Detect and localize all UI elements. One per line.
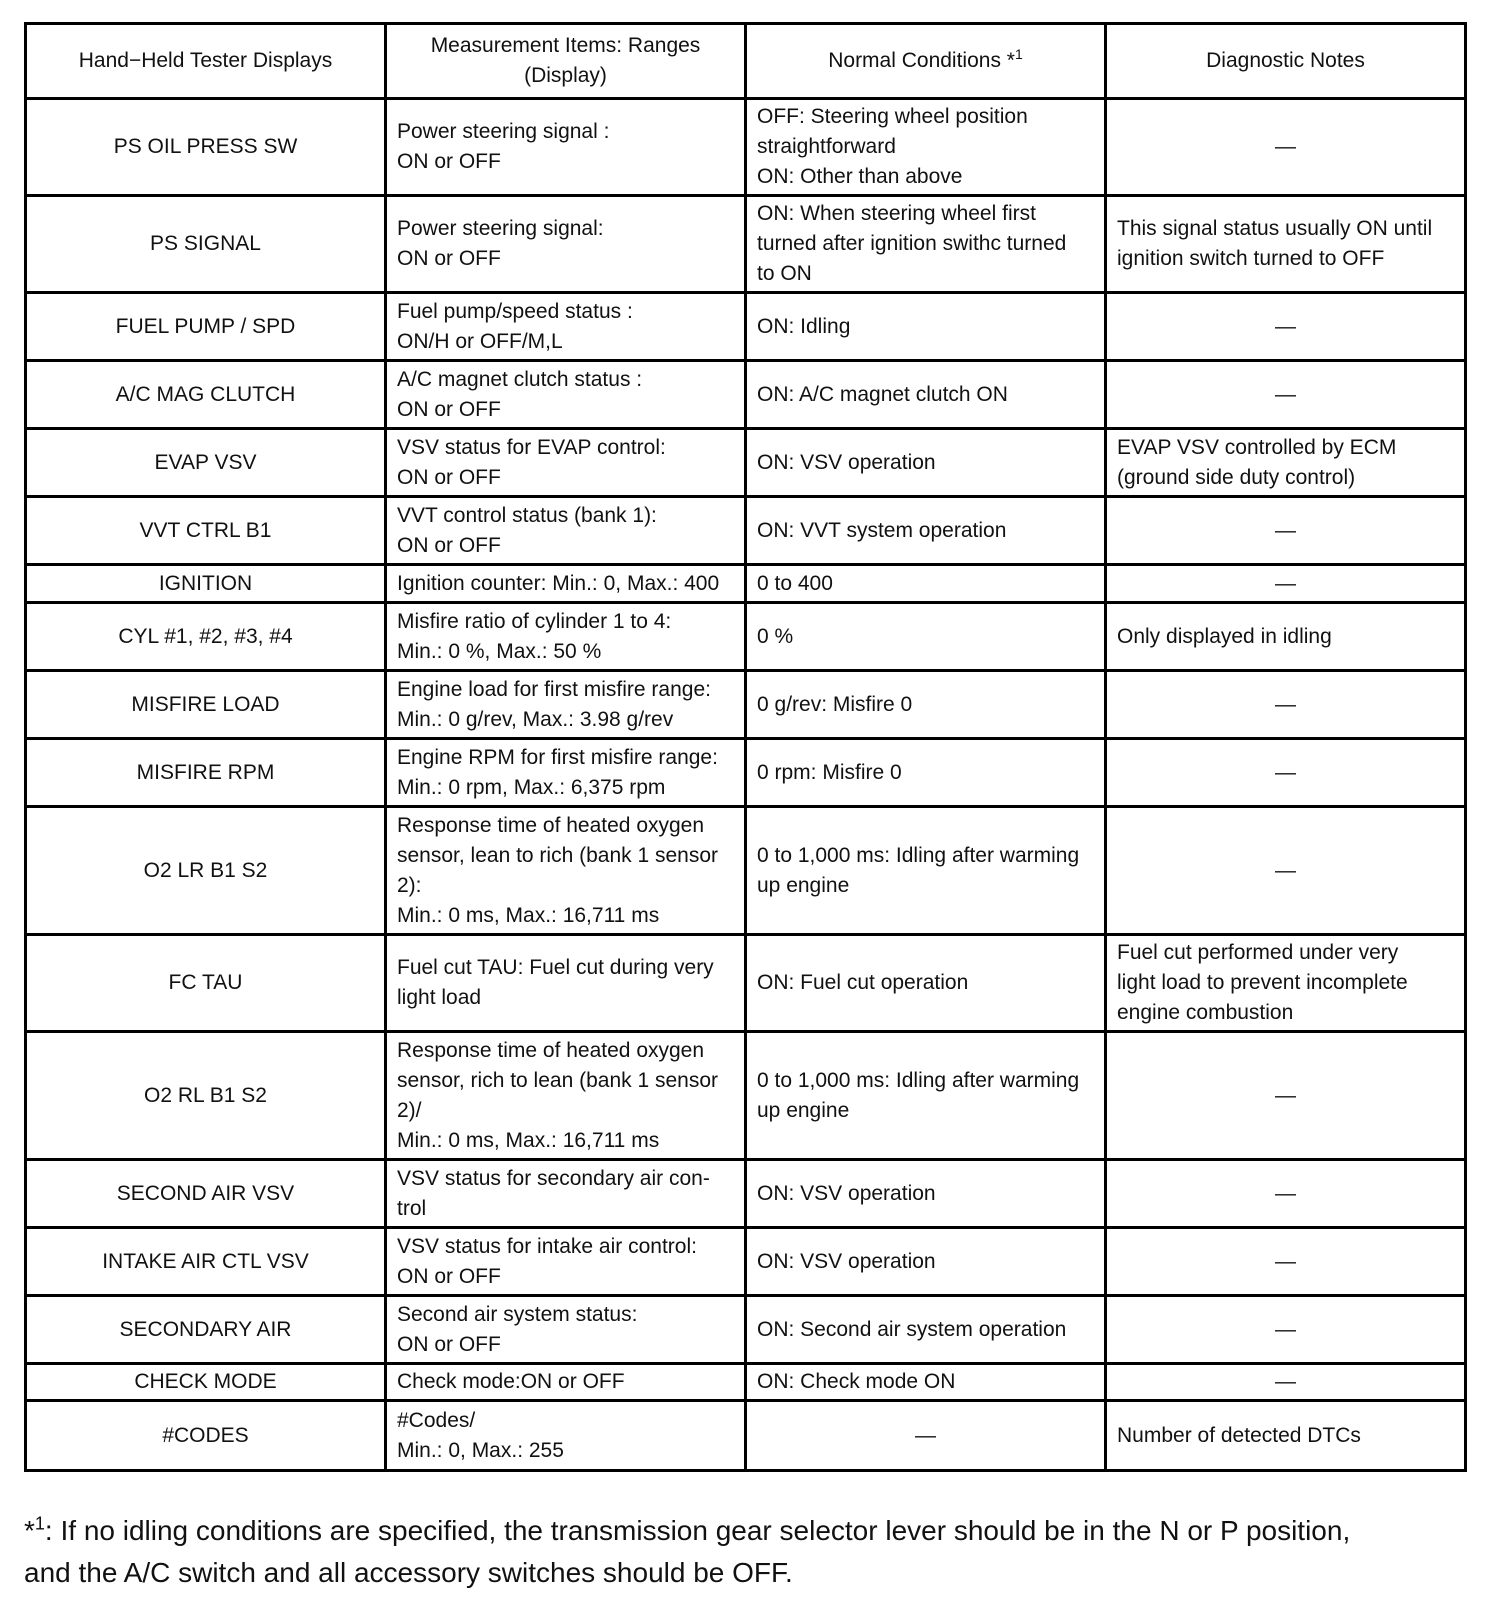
normal-condition-cell [746, 1401, 1106, 1471]
normal-condition-cell [746, 293, 1106, 361]
diagnostic-note-cell [1106, 99, 1466, 196]
normal-condition-cell [746, 565, 1106, 603]
diagnostic-note-cell [1106, 497, 1466, 565]
cell-line: Second air system status: [397, 1302, 638, 1326]
measurement-item-cell [386, 429, 746, 497]
header-line: (Display) [524, 64, 607, 87]
normal-condition-cell [746, 196, 1106, 293]
normal-condition-cell [746, 361, 1106, 429]
cell-line: — [1275, 571, 1296, 595]
cell-line: sensor, lean to rich (bank 1 sensor [397, 843, 719, 867]
footnote-line-2: and the A/C switch and all accessory switches should be OFF. [24, 1557, 793, 1588]
table-row [26, 293, 1466, 361]
cell-line: ON: VVT system operation [757, 518, 1007, 542]
cell-line: Fuel cut performed under very [1117, 941, 1399, 964]
cell-line: Power steering signal: [397, 217, 604, 240]
cell-line: Fuel pump/speed status : [397, 299, 633, 323]
cell-line: #Codes/ [397, 1408, 476, 1432]
cell-line: ON or OFF [397, 150, 501, 173]
cell-line: 2): [397, 873, 422, 897]
header-measurement-items [386, 24, 746, 99]
measurement-item-cell [386, 1296, 746, 1364]
measurement-item-cell [386, 1228, 746, 1296]
cell-line: ON: Fuel cut operation [757, 971, 969, 994]
cell-line: Engine load for first misfire range: [397, 677, 711, 701]
tester-display-cell: INTAKE AIR CTL VSV [26, 1228, 386, 1296]
header-tester-displays [26, 24, 386, 99]
tester-display-cell: PS SIGNAL [26, 196, 386, 293]
diagnostic-note-cell [1106, 807, 1466, 935]
cell-line: Response time of heated oxygen [397, 813, 705, 837]
cell-line: Engine RPM for first misfire range: [397, 745, 718, 769]
diagnostic-note-cell [1106, 1296, 1466, 1364]
cell-line: — [1275, 1370, 1296, 1393]
cell-line: ON: Second air system operation [757, 1317, 1067, 1341]
table-row [26, 361, 1466, 429]
table-row [26, 1228, 1466, 1296]
cell-line: Min.: 0 rpm, Max.: 6,375 rpm [397, 775, 666, 799]
footnote [24, 1510, 1484, 1594]
table-row [26, 1160, 1466, 1228]
measurement-item-cell [386, 361, 746, 429]
cell-line: ON: Check mode ON [757, 1370, 956, 1393]
tester-display-cell: CYL #1, #2, #3, #4 [26, 603, 386, 671]
header-superscript: 1 [1014, 46, 1023, 62]
cell-line: EVAP VSV controlled by ECM [1117, 435, 1397, 459]
measurement-item-cell [386, 1032, 746, 1160]
cell-line: ON or OFF [397, 465, 501, 489]
cell-line: — [1275, 314, 1296, 338]
cell-line: to ON [757, 262, 812, 285]
tester-display-cell: EVAP VSV [26, 429, 386, 497]
normal-condition-cell [746, 1228, 1106, 1296]
diagnostic-note-cell [1106, 565, 1466, 603]
measurement-item-cell [386, 196, 746, 293]
cell-line: Fuel cut TAU: Fuel cut during very [397, 956, 714, 979]
cell-line: Response time of heated oxygen [397, 1038, 705, 1062]
table-row [26, 807, 1466, 935]
header-line: Hand−Held Tester Displays [78, 49, 333, 72]
normal-condition-cell [746, 1032, 1106, 1160]
cell-line: A/C magnet clutch status : [397, 367, 643, 391]
cell-line: ON: Idling [757, 314, 851, 338]
measurement-item-cell [386, 935, 746, 1032]
tester-display-cell: SECOND AIR VSV [26, 1160, 386, 1228]
cell-line: VSV status for EVAP control: [397, 435, 666, 459]
footnote-marker: * [24, 1515, 35, 1546]
header-line: Normal Conditions * [828, 49, 1015, 72]
cell-line: 0 % [757, 624, 794, 648]
normal-condition-cell [746, 1160, 1106, 1228]
cell-line: — [1275, 518, 1296, 542]
cell-line: ON: Other than above [757, 165, 963, 188]
tester-display-cell: FUEL PUMP / SPD [26, 293, 386, 361]
cell-line: Min.: 0 %, Max.: 50 % [397, 639, 602, 663]
cell-line: turned after ignition swithc turned [757, 232, 1067, 255]
diagnostic-note-cell [1106, 1032, 1466, 1160]
cell-line: 0 g/rev: Misfire 0 [757, 692, 913, 716]
table-row [26, 429, 1466, 497]
cell-line: sensor, rich to lean (bank 1 sensor [397, 1068, 719, 1092]
cell-line: ON: A/C magnet clutch ON [757, 382, 1008, 406]
cell-line: Number of detected DTCs [1117, 1423, 1361, 1447]
normal-condition-cell [746, 1296, 1106, 1364]
cell-line: up engine [757, 873, 850, 897]
cell-line: 0 rpm: Misfire 0 [757, 760, 902, 784]
measurement-item-cell [386, 1364, 746, 1401]
tester-display-cell: MISFIRE RPM [26, 739, 386, 807]
normal-condition-cell [746, 739, 1106, 807]
cell-line: OFF: Steering wheel position [757, 105, 1028, 128]
cell-line: — [1275, 1317, 1296, 1341]
table-row [26, 196, 1466, 293]
cell-line: light load to prevent incomplete [1117, 971, 1408, 994]
diagnostic-note-cell [1106, 935, 1466, 1032]
cell-line: ON: VSV operation [757, 1249, 936, 1273]
table-row [26, 1032, 1466, 1160]
cell-line: — [1275, 692, 1296, 716]
cell-line: — [1275, 382, 1296, 406]
diagnostic-note-cell [1106, 1160, 1466, 1228]
measurement-item-cell [386, 99, 746, 196]
header-diagnostic-notes [1106, 24, 1466, 99]
cell-line: VSV status for intake air control: [397, 1234, 697, 1258]
tester-display-table [24, 22, 1467, 1472]
table-row [26, 565, 1466, 603]
cell-line: ON/H or OFF/M,L [397, 329, 563, 353]
header-line-wrap [755, 46, 1096, 76]
cell-line: 0 to 400 [757, 571, 833, 595]
tester-display-cell: O2 RL B1 S2 [26, 1032, 386, 1160]
normal-condition-cell [746, 99, 1106, 196]
cell-line: — [1275, 760, 1296, 784]
diagnostic-note-cell [1106, 361, 1466, 429]
cell-line: VSV status for secondary air con- [397, 1166, 710, 1190]
diagnostic-note-cell [1106, 429, 1466, 497]
tester-display-cell: CHECK MODE [26, 1364, 386, 1401]
cell-line: ON or OFF [397, 247, 501, 270]
cell-line: (ground side duty control) [1117, 465, 1356, 489]
cell-line: Misfire ratio of cylinder 1 to 4: [397, 609, 672, 633]
table-row [26, 1296, 1466, 1364]
header-line: Measurement Items: Ranges [430, 34, 701, 57]
cell-line: This signal status usually ON until [1117, 217, 1433, 240]
cell-line: — [1275, 858, 1296, 882]
cell-line: Min.: 0, Max.: 255 [397, 1438, 564, 1462]
cell-line: ON: VSV operation [757, 1181, 936, 1205]
table-row [26, 1401, 1466, 1471]
header-normal-conditions [746, 24, 1106, 99]
cell-line: Power steering signal : [397, 120, 610, 143]
measurement-item-cell [386, 497, 746, 565]
diagnostic-note-cell [1106, 739, 1466, 807]
tester-display-cell: A/C MAG CLUTCH [26, 361, 386, 429]
diagnostic-note-cell [1106, 196, 1466, 293]
cell-line: up engine [757, 1098, 850, 1122]
measurement-item-cell [386, 603, 746, 671]
measurement-item-cell [386, 1160, 746, 1228]
cell-line: — [1275, 135, 1296, 158]
cell-line: Min.: 0 g/rev, Max.: 3.98 g/rev [397, 707, 674, 731]
cell-line: straightforward [757, 135, 896, 158]
tester-display-cell: MISFIRE LOAD [26, 671, 386, 739]
cell-line: ignition switch turned to OFF [1117, 247, 1385, 270]
cell-line: light load [397, 986, 482, 1009]
cell-line: ON: VSV operation [757, 450, 936, 474]
diagnostic-note-cell [1106, 1364, 1466, 1401]
normal-condition-cell [746, 429, 1106, 497]
measurement-item-cell [386, 293, 746, 361]
tester-display-cell: #CODES [26, 1401, 386, 1471]
tester-display-cell: VVT CTRL B1 [26, 497, 386, 565]
table-row [26, 935, 1466, 1032]
cell-line: — [915, 1423, 936, 1447]
cell-line: — [1275, 1083, 1296, 1107]
cell-line: engine combustion [1117, 1001, 1294, 1024]
cell-line: ON or OFF [397, 1332, 501, 1356]
cell-line: Only displayed in idling [1117, 624, 1332, 648]
tester-display-cell: FC TAU [26, 935, 386, 1032]
cell-line: Check mode:ON or OFF [397, 1370, 625, 1393]
footnote-superscript: 1 [34, 1513, 45, 1534]
normal-condition-cell [746, 935, 1106, 1032]
table-row [26, 497, 1466, 565]
normal-condition-cell [746, 671, 1106, 739]
diagnostic-note-cell [1106, 293, 1466, 361]
diagnostic-note-cell [1106, 603, 1466, 671]
diagnostic-data-list [24, 22, 1464, 1472]
cell-line: 0 to 1,000 ms: Idling after warming [757, 1068, 1080, 1092]
cell-line: ON or OFF [397, 1264, 501, 1288]
measurement-item-cell [386, 739, 746, 807]
cell-line: Min.: 0 ms, Max.: 16,711 ms [397, 1128, 660, 1152]
cell-line: VVT control status (bank 1): [397, 503, 657, 527]
table-row [26, 739, 1466, 807]
cell-line: — [1275, 1249, 1296, 1273]
table-body [26, 99, 1466, 1471]
table-row [26, 99, 1466, 196]
cell-line: Min.: 0 ms, Max.: 16,711 ms [397, 903, 660, 927]
measurement-item-cell [386, 807, 746, 935]
footnote-line-1: : If no idling conditions are specified, the transmission gear selector lever should be in the N or P position, [44, 1515, 1351, 1546]
tester-display-cell: IGNITION [26, 565, 386, 603]
table-row [26, 603, 1466, 671]
normal-condition-cell [746, 603, 1106, 671]
diagnostic-note-cell [1106, 671, 1466, 739]
cell-line: — [1275, 1181, 1296, 1205]
tester-display-cell: O2 LR B1 S2 [26, 807, 386, 935]
cell-line: 0 to 1,000 ms: Idling after warming [757, 843, 1080, 867]
table-row [26, 671, 1466, 739]
diagnostic-note-cell [1106, 1401, 1466, 1471]
cell-line: 2)/ [397, 1098, 422, 1122]
table-row [26, 1364, 1466, 1401]
cell-line: ON or OFF [397, 533, 501, 557]
normal-condition-cell [746, 807, 1106, 935]
tester-display-cell: PS OIL PRESS SW [26, 99, 386, 196]
measurement-item-cell [386, 671, 746, 739]
tester-display-cell: SECONDARY AIR [26, 1296, 386, 1364]
table-header-row [26, 24, 1466, 99]
diagnostic-note-cell [1106, 1228, 1466, 1296]
measurement-item-cell [386, 565, 746, 603]
cell-line: ON or OFF [397, 397, 501, 421]
measurement-item-cell [386, 1401, 746, 1471]
cell-line: Ignition counter: Min.: 0, Max.: 400 [397, 571, 720, 595]
normal-condition-cell [746, 1364, 1106, 1401]
header-line: Diagnostic Notes [1206, 49, 1365, 72]
normal-condition-cell [746, 497, 1106, 565]
cell-line: trol [397, 1196, 427, 1220]
cell-line: ON: When steering wheel first [757, 202, 1036, 225]
